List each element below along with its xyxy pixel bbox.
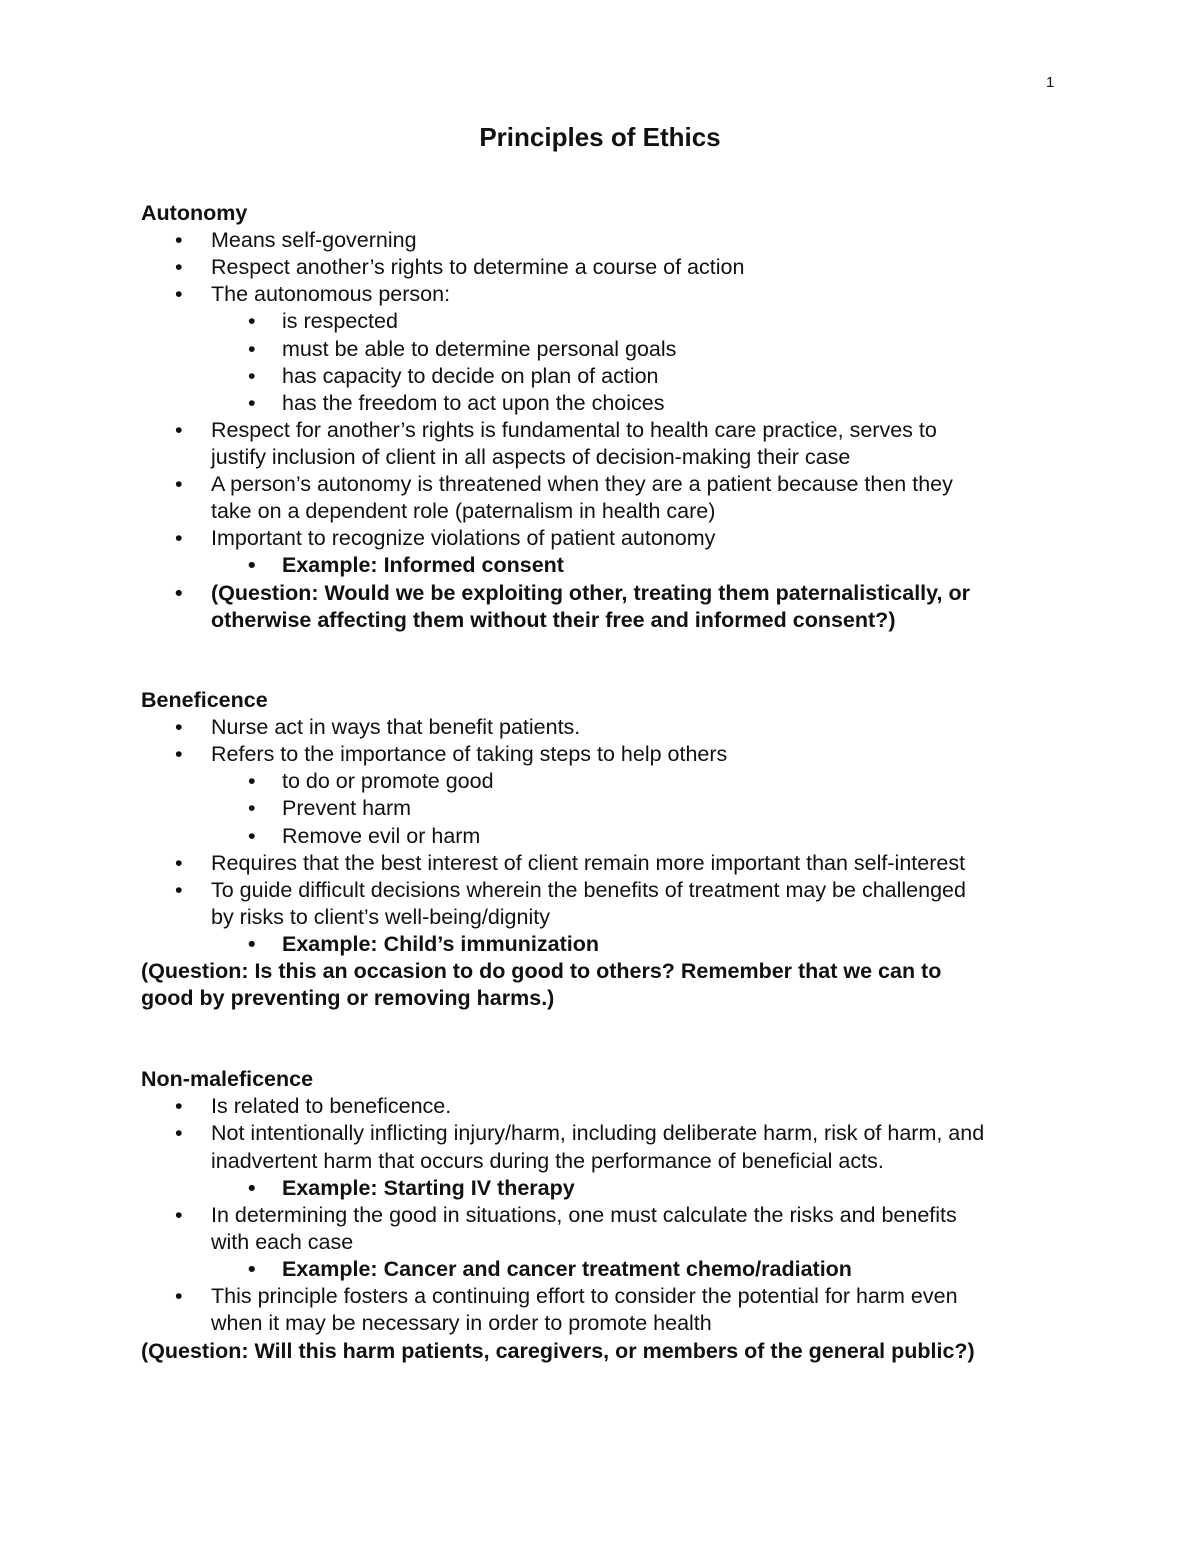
- list-item-continuation: when it may be necessary in order to promote health: [211, 1311, 712, 1335]
- bullet: •: [248, 824, 256, 848]
- bullet: •: [248, 337, 256, 361]
- bullet: •: [175, 526, 183, 550]
- question-item: (Question: Would we be exploiting other, treating them paternalistically, or: [211, 581, 970, 605]
- list-item: Is related to beneficence.: [211, 1094, 452, 1118]
- page-title: Principles of Ethics: [479, 122, 721, 152]
- list-item: In determining the good in situations, one must calculate the risks and benefits: [211, 1203, 957, 1227]
- list-item: Refers to the importance of taking steps to help others: [211, 742, 728, 766]
- bullet: •: [248, 553, 256, 577]
- bullet: •: [175, 1203, 183, 1227]
- section-heading-autonomy: Autonomy: [141, 201, 248, 225]
- list-item: This principle fosters a continuing effort to consider the potential for harm even: [211, 1284, 958, 1308]
- page-number: 1: [1046, 74, 1055, 91]
- bullet: •: [175, 472, 183, 496]
- sub-list-item: Prevent harm: [282, 796, 412, 820]
- list-item-continuation: justify inclusion of client in all aspects of decision-making their case: [211, 445, 851, 469]
- bullet: •: [248, 1176, 256, 1200]
- bullet: •: [175, 742, 183, 766]
- list-item-continuation: by risks to client’s well-being/dignity: [211, 905, 550, 929]
- bullet: •: [175, 851, 183, 875]
- list-item: A person’s autonomy is threatened when they are a patient because then they: [211, 472, 953, 496]
- bullet: •: [175, 715, 183, 739]
- bullet: •: [175, 878, 183, 902]
- bullet: •: [248, 391, 256, 415]
- list-item: Important to recognize violations of patient autonomy: [211, 526, 716, 550]
- bullet: •: [175, 1121, 183, 1145]
- bullet: •: [175, 1284, 183, 1308]
- bullet: •: [175, 1094, 183, 1118]
- sub-list-item: Remove evil or harm: [282, 824, 481, 848]
- list-item: Nurse act in ways that benefit patients.: [211, 715, 581, 739]
- list-item: The autonomous person:: [211, 282, 451, 306]
- sub-list-item: has the freedom to act upon the choices: [282, 391, 665, 415]
- question-item-continuation: otherwise affecting them without their free and informed consent?): [211, 608, 896, 632]
- sub-list-item: has capacity to decide on plan of action: [282, 364, 659, 388]
- bullet: •: [248, 1257, 256, 1281]
- list-item: Respect for another’s rights is fundamental to health care practice, serves to: [211, 418, 937, 442]
- bullet: •: [248, 769, 256, 793]
- list-item: To guide difficult decisions wherein the benefits of treatment may be challenged: [211, 878, 966, 902]
- bullet: •: [175, 255, 183, 279]
- list-item: Respect another’s rights to determine a course of action: [211, 255, 745, 279]
- section-heading-nonmaleficence: Non-maleficence: [141, 1067, 314, 1091]
- bullet: •: [248, 364, 256, 388]
- list-item-continuation: take on a dependent role (paternalism in health care): [211, 499, 716, 523]
- bullet: •: [175, 228, 183, 252]
- example-item: Example: Informed consent: [282, 553, 564, 577]
- bullet: •: [248, 796, 256, 820]
- question-text: (Question: Is this an occasion to do good to others? Remember that we can to: [141, 959, 942, 983]
- sub-list-item: must be able to determine personal goals: [282, 337, 677, 361]
- bullet: •: [175, 282, 183, 306]
- question-text-continuation: good by preventing or removing harms.): [141, 986, 555, 1010]
- sub-list-item: to do or promote good: [282, 769, 494, 793]
- bullet: •: [248, 309, 256, 333]
- list-item: Means self-governing: [211, 228, 417, 252]
- list-item: Requires that the best interest of client remain more important than self-interest: [211, 851, 966, 875]
- list-item-continuation: with each case: [211, 1230, 354, 1254]
- question-text: (Question: Will this harm patients, caregivers, or members of the general public?): [141, 1339, 975, 1363]
- bullet: •: [248, 932, 256, 956]
- example-item: Example: Child’s immunization: [282, 932, 599, 956]
- sub-list-item: is respected: [282, 309, 398, 333]
- bullet: •: [175, 418, 183, 442]
- example-item: Example: Starting IV therapy: [282, 1176, 575, 1200]
- list-item-continuation: inadvertent harm that occurs during the performance of beneficial acts.: [211, 1149, 884, 1173]
- bullet: •: [175, 581, 183, 605]
- section-heading-beneficence: Beneficence: [141, 688, 268, 712]
- list-item: Not intentionally inflicting injury/harm, including deliberate harm, risk of harm, and: [211, 1121, 985, 1145]
- example-item: Example: Cancer and cancer treatment chemo/radiation: [282, 1257, 852, 1281]
